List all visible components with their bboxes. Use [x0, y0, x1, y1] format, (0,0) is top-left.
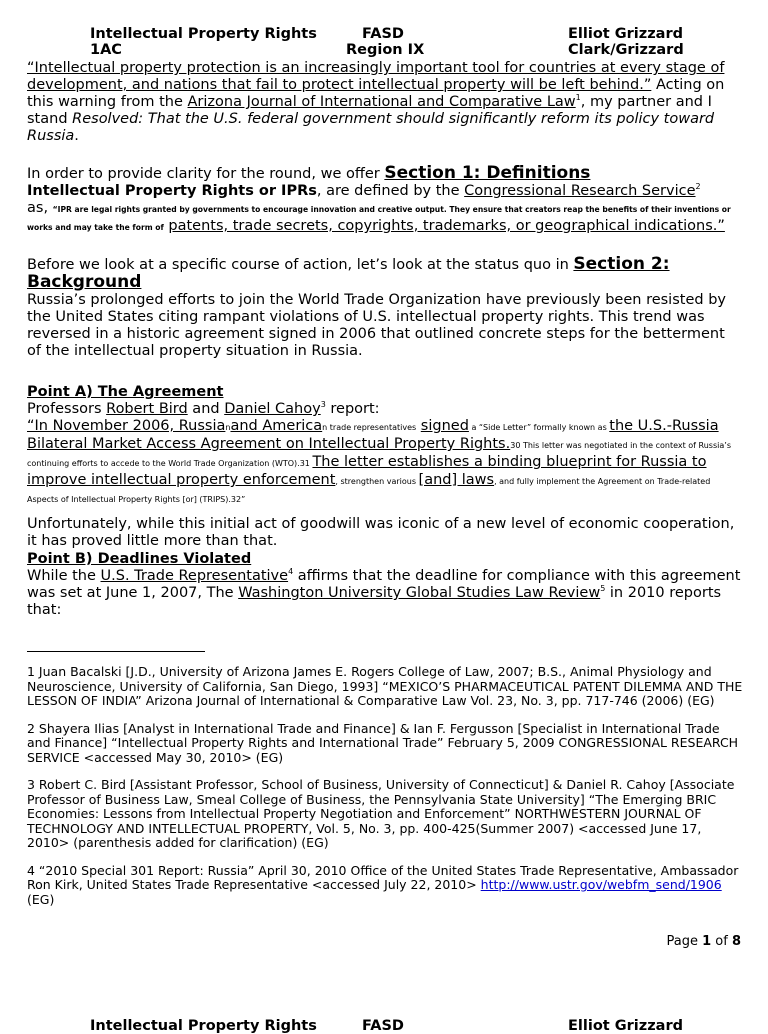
after-pointA-text: Unfortunately, while this initial act of goodwill was iconic of a new level of economic cooperation, it has proved little more than that. [27, 516, 735, 549]
footnote-2: 2 Shayera Ilias [Analyst in International Trade and Finance] & Ian F. Fergusson [Specialist in International Trade and Finance] “Intellectual Property Rights and International Trade” February 5, 2009 CONGRESSIONAL RESEARCH SERVICE <accessed May 30, 2010> (EG) [27, 720, 739, 765]
pointA-t5: , strengthen various [335, 477, 419, 486]
page-number-current: 1 [702, 934, 712, 949]
pointA-author2: Daniel Cahoy [224, 401, 321, 417]
pointA-t3: a “Side Letter” formally known as [468, 423, 610, 432]
intro-source: Arizona Journal of International and Comparative Law [187, 94, 576, 110]
pointA-q1: “In November 2006, Russia [27, 418, 226, 434]
footnote-4-link[interactable]: http://www.ustr.gov/webfm_send/1906 [480, 877, 722, 892]
footnote-4-text: 4 “2010 Special 301 Report: Russia” April 30, 2010 Office of the United States Trade Representative, Ambassador Ron Kirk, United States Trade Representative <accessed July 22, 2010> [27, 862, 739, 892]
page-number-label: Page [666, 934, 703, 949]
pointB-end: in 2010 reports that: [27, 585, 722, 618]
section1-lead: In order to provide clarity for the round, we offer [27, 166, 385, 182]
pointB-src1: U.S. Trade Representative [100, 568, 289, 584]
page-number-total: 8 [731, 934, 741, 949]
next-page-header-topic: Intellectual Property Rights [90, 1018, 317, 1034]
intro-quote: “Intellectual property protection is an increasingly important tool for countries at every stage of development, and nations that fail to protect intellectual property will be left behind.” [27, 60, 725, 93]
footnote-ref-2: 2 [695, 182, 701, 192]
pointB-heading: Point B) Deadlines Violated [27, 551, 252, 567]
footnote-ref-4: 4 [288, 567, 294, 577]
header-region: Region IX [346, 42, 425, 58]
next-page-header-tournament: FASD [362, 1018, 404, 1034]
footnote-3: 3 Robert C. Bird [Assistant Professor, School of Business, University of Connecticut] & Daniel R. Cahoy [Associate Professor of Business Law, Smeal College of Business, the Pennsylvania State University] “The Emerging BRIC Economies: Lessons from Intellectual Property Negotiation and Enforcement” NORTHWESTERN JOURNAL OF TECHNOLOGY AND INTELLECTUAL PROPERTY, Vol. 5, No. 3, pp. 400-425(Summer 2007) <accessed June 17, 2010> (parenthesis added for clarification) (EG) [27, 777, 735, 850]
intro-mid: , my partner and I stand [27, 94, 712, 127]
pointB-lead: While the [27, 568, 101, 584]
footnote-separator [27, 651, 205, 652]
pointA-author1: Robert Bird [106, 401, 188, 417]
footnote-ref-3: 3 [320, 400, 326, 410]
pointA-t4: 30 This letter was negotiated in the context of Russia’s continuing efforts to accede to the World Trade Organization (WTO).31 [27, 441, 731, 468]
section1-heading: Section 1: Definitions [384, 163, 591, 183]
pointA-q3: signed [420, 418, 469, 434]
pointB-src2: Washington University Global Studies Law Review [238, 585, 601, 601]
intro-resolution: Resolved: That the U.S. federal government should significantly reform its policy toward Russia [27, 111, 715, 144]
pointA-prof: Professors [27, 401, 107, 417]
header-topic: Intellectual Property Rights [90, 26, 317, 42]
footnote-ref-1: 1 [575, 93, 581, 103]
intro-lead: Acting on this warning from the [27, 77, 725, 110]
pointB-mid: affirms that the deadline for compliance with this agreement was set at June 1, 2007, The [27, 568, 741, 601]
section1-def-mid: , are defined by the [316, 183, 465, 199]
header-round: 1AC [90, 42, 122, 58]
section1-as: as, [27, 200, 53, 216]
header-author: Elliot Grizzard [568, 26, 683, 42]
section1-def-source: Congressional Research Service [464, 183, 696, 199]
section1-block [27, 165, 743, 236]
pointA-and: and [187, 401, 225, 417]
footnote-4-tail: (EG) [27, 891, 55, 907]
footnote-4 [27, 864, 743, 908]
pointB-block [27, 551, 743, 619]
pointA-report: report: [325, 401, 380, 417]
section1-term: Intellectual Property Rights or IPRs [27, 183, 317, 199]
intro-end: . [74, 128, 79, 144]
pointA-t1: n [225, 423, 231, 432]
page-number-of: of [711, 934, 732, 949]
footnote-1: 1 Juan Bacalski [J.D., University of Arizona James E. Rogers College of Law, 2007; B.S., Animal Physiology and Neuroscience, University of California, San Diego, 1993] “MEXICO’S PHARMACEUTICAL PATENT DILEMMA AND THE LESSON OF INDIA” Arizona Journal of International & Comparative Law Vol. 23, No. 3, pp. 717-746 (2006) (EG) [27, 664, 743, 708]
section2-paragraph: Russia’s prolonged efforts to join the World Trade Organization have previously been resisted by the United States citing rampant violations of U.S. intellectual property rights. This trend was reversed in a historic agreement signed in 2006 that outlined concrete steps for the betterment of the intellectual property situation in Russia. [27, 292, 726, 359]
pointA-block [27, 384, 743, 508]
pointA-q5: The letter establishes a binding blueprint for Russia to improve intellectual property enforcement [27, 454, 707, 488]
pointA-heading: Point A) The Agreement [27, 384, 224, 400]
pointA-t2: n trade representatives [322, 423, 417, 432]
section1-tiny-quote: “IPR are legal rights granted by governments to encourage innovation and creative output. They ensure that creators reap the benefits of their inventions or works and may take the form of [27, 205, 731, 232]
pointA-q4: the U.S.-Russia Bilateral Market Access Agreement on Intellectual Property Rights. [27, 418, 719, 452]
pointA-t6: , and fully implement the Agreement on Trade-related Aspects of Intellectual Property Rights [or] (TRIPS).32” [27, 477, 711, 504]
footnote-ref-5: 5 [600, 584, 606, 594]
footnotes [27, 665, 743, 907]
section2-block [27, 256, 743, 360]
page-number [667, 934, 742, 949]
section1-underlined-end: patents, trade secrets, copyrights, trademarks, or geographical indications.” [168, 218, 725, 234]
section2-heading: Section 2: Background [27, 254, 670, 292]
after-pointA [27, 516, 743, 550]
header-team: Clark/Grizzard [568, 42, 684, 58]
pointA-q2: and America [230, 418, 323, 434]
pointA-q6: [and] laws [418, 472, 495, 488]
section2-lead: Before we look at a specific course of action, let’s look at the status quo in [27, 257, 574, 273]
next-page-header-author: Elliot Grizzard [568, 1018, 683, 1034]
header-tournament: FASD [362, 26, 404, 42]
intro-paragraph [27, 60, 743, 145]
